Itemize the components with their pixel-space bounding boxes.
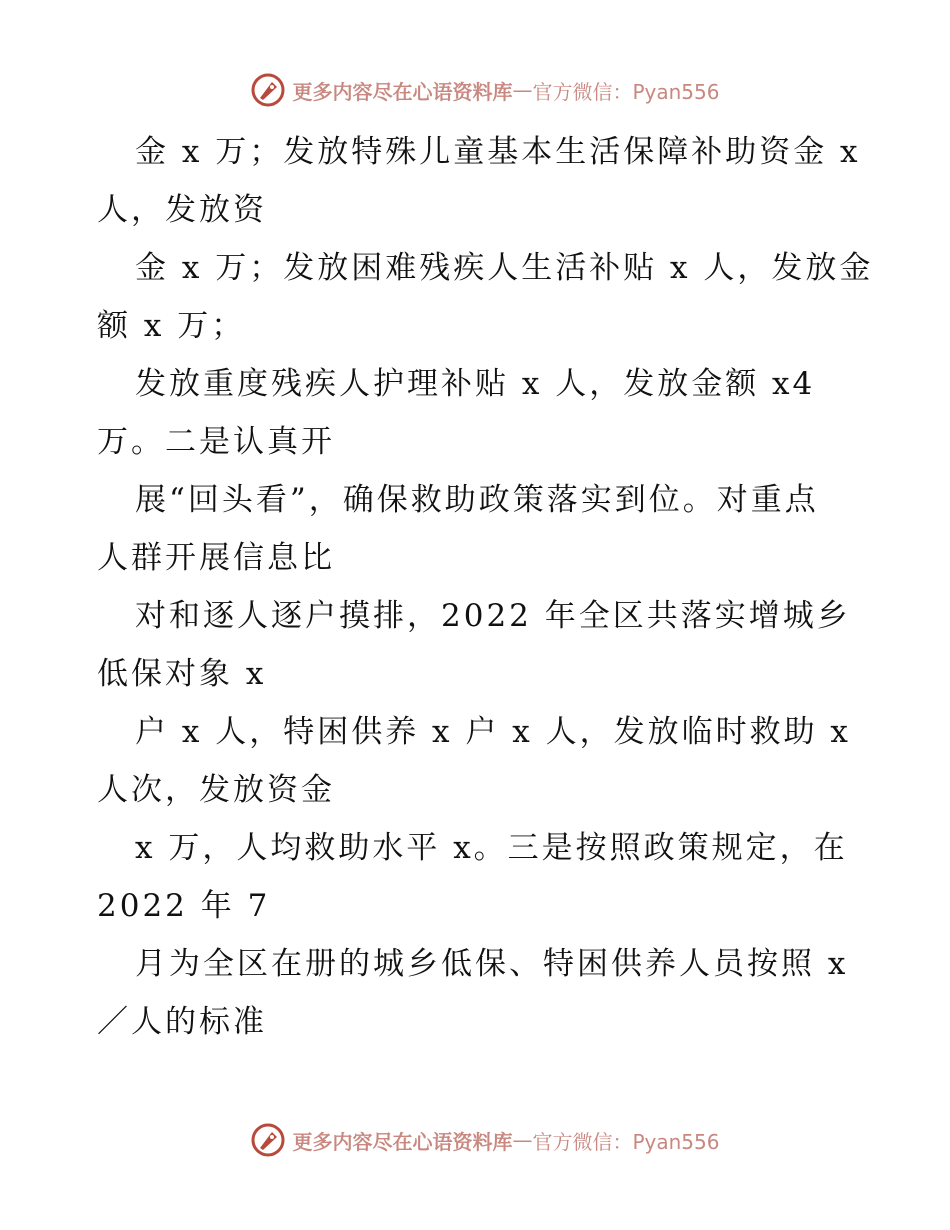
body-line: 人次，发放资金: [97, 772, 335, 808]
body-line: 金 x 万；发放特殊儿童基本生活保障补助资金 x: [135, 134, 861, 170]
footer-banner-content: [250, 1122, 719, 1158]
body-line: 发放重度残疾人护理补贴 x 人，发放金额 x4: [135, 366, 816, 402]
footer-banner: [0, 1120, 950, 1160]
body-line: 月为全区在册的城乡低保、特困供养人员按照 x: [135, 946, 849, 982]
body-line: 额 x 万；: [97, 308, 246, 344]
body-line: 人，发放资: [97, 192, 267, 228]
body-line: 人群开展信息比: [97, 540, 335, 576]
pen-nib-logo-icon: [250, 1122, 286, 1158]
header-banner: [0, 70, 950, 110]
document-body: [97, 123, 874, 1051]
header-separator: —: [512, 78, 533, 102]
body-line: x 万，人均救助水平 x。三是按照政策规定，在: [135, 830, 848, 866]
body-line: 低保对象 x: [97, 656, 267, 692]
header-site-text: 更多内容尽在心语资料库: [292, 79, 513, 104]
body-line: 金 x 万；发放困难残疾人生活补贴 x 人，发放金: [135, 250, 874, 286]
body-line: 对和逐人逐户摸排，2022 年全区共落实增城乡: [135, 598, 851, 634]
footer-site-text: 更多内容尽在心语资料库: [292, 1129, 513, 1154]
body-line: 户 x 人，特困供养 x 户 x 人，发放临时救助 x: [135, 714, 851, 750]
footer-separator: —: [512, 1128, 533, 1152]
body-line: 展“回头看”，确保救助政策落实到位。对重点: [135, 482, 819, 518]
pen-nib-logo-icon: [250, 72, 286, 108]
header-contact-text: 官方微信：Pyan556: [532, 79, 720, 104]
footer-contact-text: 官方微信：Pyan556: [532, 1129, 720, 1154]
body-line: ／人的标准: [97, 1004, 267, 1040]
header-banner-content: [250, 72, 719, 108]
body-line: 2022 年 7: [97, 888, 271, 924]
body-line: 万。二是认真开: [97, 424, 335, 460]
